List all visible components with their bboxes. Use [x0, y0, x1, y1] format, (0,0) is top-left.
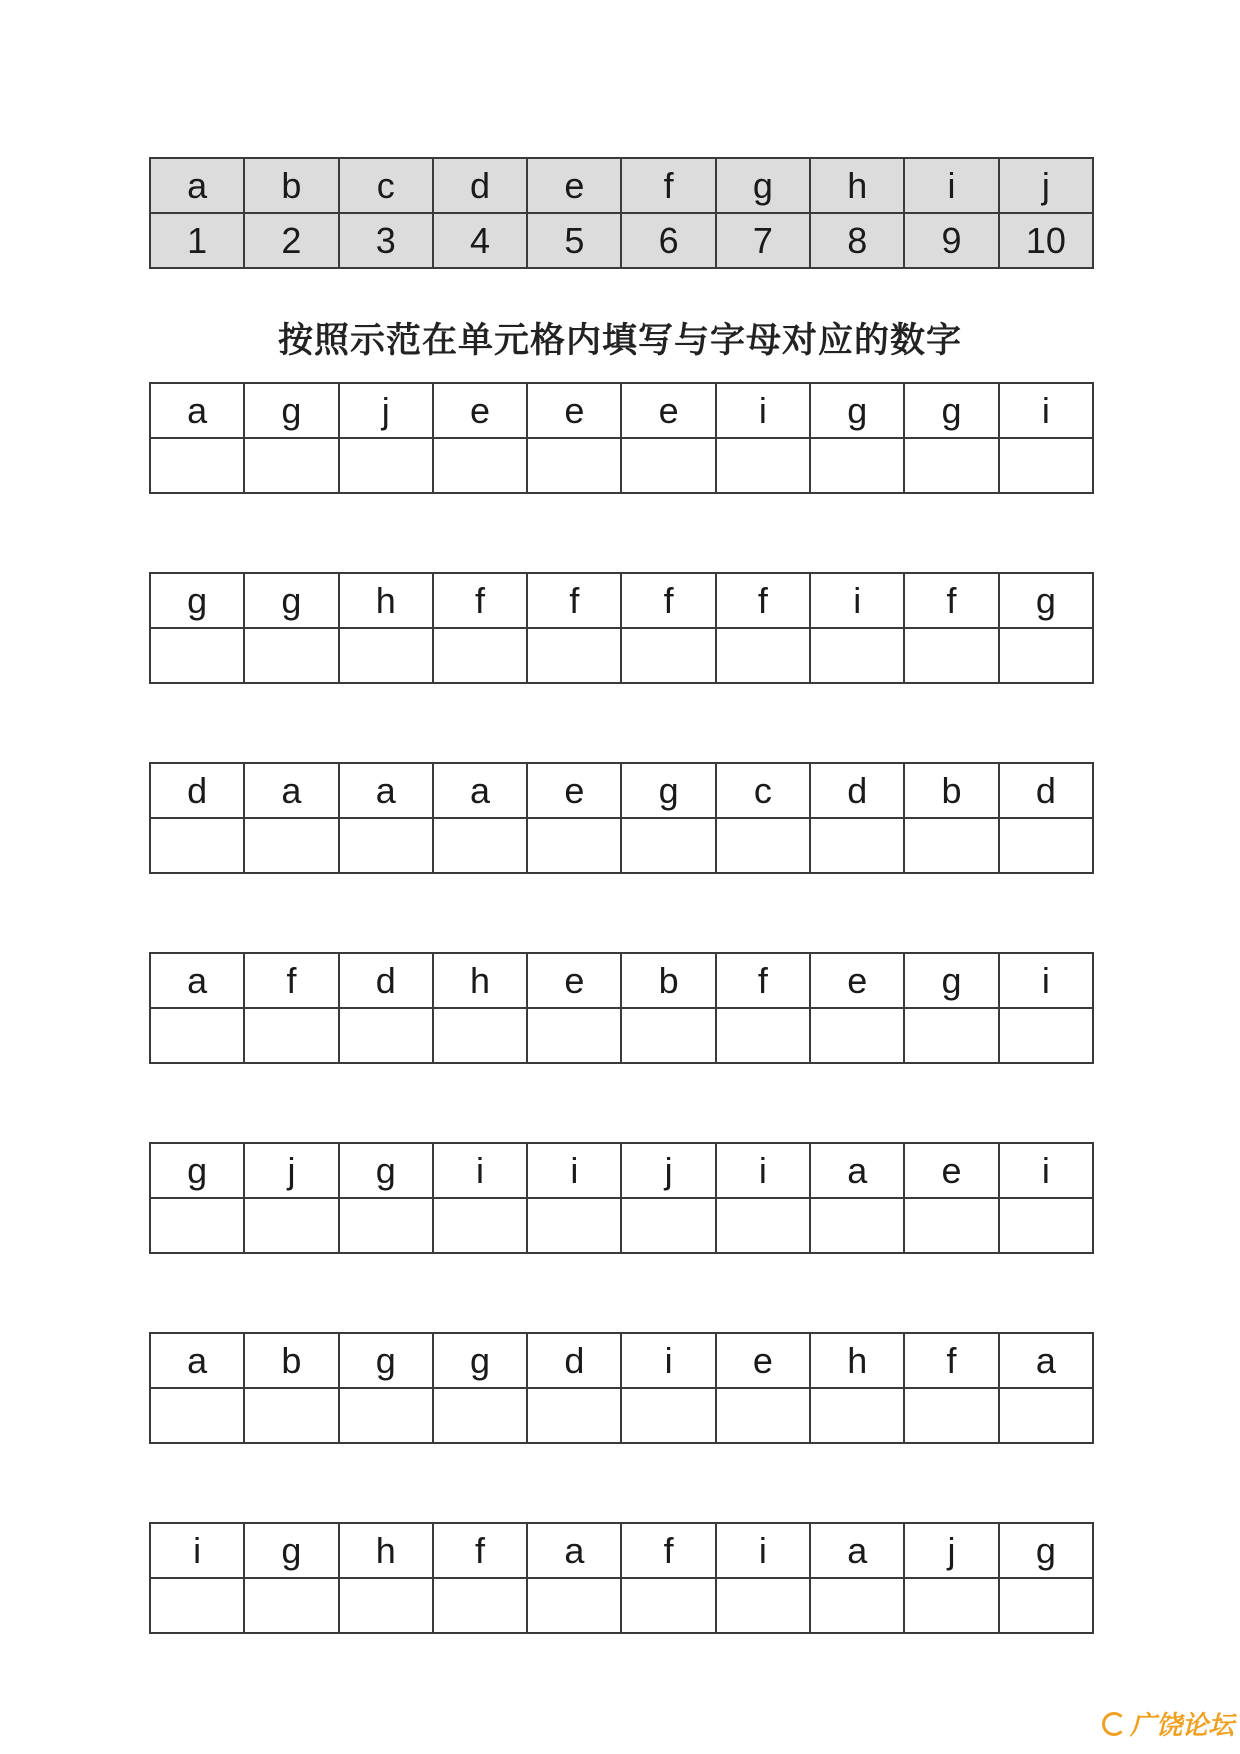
answer-cell[interactable]: [810, 438, 904, 493]
answer-cell[interactable]: [244, 1008, 338, 1063]
exercise-letter-cell: f: [904, 1333, 998, 1388]
exercise-letter-cell: i: [716, 383, 810, 438]
key-number-cell: 5: [527, 213, 621, 268]
key-letter-cell: g: [716, 158, 810, 213]
exercise-letter-cell: e: [904, 1143, 998, 1198]
exercise-letter-cell: a: [433, 763, 527, 818]
exercise-table: [149, 1332, 1094, 1444]
answer-cell[interactable]: [621, 818, 715, 873]
exercise-letter-cell: e: [716, 1333, 810, 1388]
key-number-cell: 10: [999, 213, 1093, 268]
answer-cell[interactable]: [433, 818, 527, 873]
answer-cell[interactable]: [621, 438, 715, 493]
answer-cell[interactable]: [810, 1008, 904, 1063]
exercise-letter-cell: f: [433, 573, 527, 628]
exercise-letter-cell: g: [150, 573, 244, 628]
answer-cell[interactable]: [433, 628, 527, 683]
exercise-letter-cell: f: [621, 1523, 715, 1578]
answer-cell[interactable]: [150, 628, 244, 683]
watermark-text: 广饶论坛: [1129, 1711, 1234, 1741]
exercise-letter-cell: h: [339, 1523, 433, 1578]
answer-cell[interactable]: [904, 1198, 998, 1253]
answer-cell[interactable]: [904, 628, 998, 683]
exercise-letter-cell: a: [999, 1333, 1093, 1388]
key-number-cell: 3: [339, 213, 433, 268]
exercise-table: [149, 382, 1094, 494]
answer-cell[interactable]: [433, 1388, 527, 1443]
exercise-letter-cell: a: [150, 1333, 244, 1388]
answer-cell[interactable]: [527, 1578, 621, 1633]
key-number-row: [150, 213, 1093, 268]
answer-cell[interactable]: [150, 438, 244, 493]
answer-cell[interactable]: [621, 1578, 715, 1633]
exercise-letter-cell: i: [716, 1523, 810, 1578]
answer-cell[interactable]: [244, 1578, 338, 1633]
exercise-letter-cell: a: [810, 1143, 904, 1198]
answer-cell[interactable]: [621, 628, 715, 683]
answer-cell[interactable]: [339, 1008, 433, 1063]
answer-cell[interactable]: [716, 438, 810, 493]
answer-cell[interactable]: [999, 438, 1093, 493]
answer-cell[interactable]: [810, 628, 904, 683]
exercise-answer-row: [150, 438, 1093, 493]
answer-cell[interactable]: [527, 628, 621, 683]
answer-cell[interactable]: [999, 1578, 1093, 1633]
answer-cell[interactable]: [904, 1578, 998, 1633]
exercise-letter-cell: g: [433, 1333, 527, 1388]
exercise-letter-cell: g: [244, 383, 338, 438]
answer-cell[interactable]: [527, 1388, 621, 1443]
key-letter-cell: c: [339, 158, 433, 213]
exercise-answer-row: [150, 1388, 1093, 1443]
exercise-letter-cell: i: [150, 1523, 244, 1578]
exercise-letter-cell: f: [904, 573, 998, 628]
key-number-cell: 9: [904, 213, 998, 268]
answer-cell[interactable]: [999, 818, 1093, 873]
exercise-table: [149, 952, 1094, 1064]
answer-cell[interactable]: [433, 1008, 527, 1063]
exercise-letter-cell: f: [621, 573, 715, 628]
exercise-table: [149, 572, 1094, 684]
answer-cell[interactable]: [527, 818, 621, 873]
exercise-letter-cell: d: [339, 953, 433, 1008]
answer-cell[interactable]: [244, 438, 338, 493]
key-letter-cell: f: [621, 158, 715, 213]
exercise-letter-cell: g: [999, 1523, 1093, 1578]
exercise-letter-cell: h: [433, 953, 527, 1008]
key-number-cell: 1: [150, 213, 244, 268]
answer-cell[interactable]: [999, 1008, 1093, 1063]
exercise-letter-cell: a: [339, 763, 433, 818]
exercise-letter-cell: f: [527, 573, 621, 628]
answer-cell[interactable]: [810, 1198, 904, 1253]
exercise-letter-cell: i: [810, 573, 904, 628]
key-letter-row: [150, 158, 1093, 213]
exercise-letter-row: [150, 1523, 1093, 1578]
key-number-cell: 6: [621, 213, 715, 268]
answer-cell[interactable]: [527, 1008, 621, 1063]
exercise-letter-cell: b: [904, 763, 998, 818]
answer-cell[interactable]: [999, 628, 1093, 683]
answer-cell[interactable]: [433, 1198, 527, 1253]
exercise-letter-cell: e: [527, 383, 621, 438]
exercise-letter-cell: b: [244, 1333, 338, 1388]
exercise-letter-cell: d: [527, 1333, 621, 1388]
exercise-letter-row: [150, 953, 1093, 1008]
exercise-letter-cell: i: [716, 1143, 810, 1198]
exercise-table: [149, 1522, 1094, 1634]
exercise-answer-row: [150, 1008, 1093, 1063]
exercise-letter-cell: e: [433, 383, 527, 438]
exercise-letter-cell: e: [810, 953, 904, 1008]
exercise-letter-cell: g: [810, 383, 904, 438]
exercise-letter-cell: a: [527, 1523, 621, 1578]
answer-cell[interactable]: [339, 1388, 433, 1443]
exercise-letter-row: [150, 1333, 1093, 1388]
key-letter-cell: a: [150, 158, 244, 213]
exercise-letter-row: [150, 763, 1093, 818]
answer-cell[interactable]: [904, 818, 998, 873]
exercise-letter-cell: a: [244, 763, 338, 818]
exercise-table: [149, 1142, 1094, 1254]
exercise-letter-cell: g: [244, 573, 338, 628]
exercise-letter-cell: f: [716, 953, 810, 1008]
exercise-letter-cell: g: [621, 763, 715, 818]
exercise-answer-row: [150, 818, 1093, 873]
answer-cell[interactable]: [339, 818, 433, 873]
answer-cell[interactable]: [904, 438, 998, 493]
answer-cell[interactable]: [999, 1388, 1093, 1443]
answer-cell[interactable]: [810, 1388, 904, 1443]
answer-cell[interactable]: [150, 1008, 244, 1063]
answer-cell[interactable]: [621, 1388, 715, 1443]
answer-cell[interactable]: [244, 818, 338, 873]
exercise-letter-cell: f: [433, 1523, 527, 1578]
exercise-answer-row: [150, 1578, 1093, 1633]
exercise-letter-cell: j: [339, 383, 433, 438]
exercise-letter-cell: g: [339, 1143, 433, 1198]
answer-cell[interactable]: [244, 1388, 338, 1443]
answer-cell[interactable]: [244, 1198, 338, 1253]
key-letter-cell: e: [527, 158, 621, 213]
exercise-letter-cell: f: [244, 953, 338, 1008]
key-letter-cell: d: [433, 158, 527, 213]
exercise-letter-cell: d: [810, 763, 904, 818]
exercise-letter-cell: a: [150, 383, 244, 438]
answer-cell[interactable]: [810, 1578, 904, 1633]
exercise-letter-cell: a: [810, 1523, 904, 1578]
key-number-cell: 4: [433, 213, 527, 268]
exercise-letter-cell: g: [904, 953, 998, 1008]
exercise-letter-cell: g: [339, 1333, 433, 1388]
exercise-letter-cell: a: [150, 953, 244, 1008]
exercise-letter-cell: d: [150, 763, 244, 818]
key-table: [149, 157, 1094, 269]
exercise-letter-cell: b: [621, 953, 715, 1008]
exercise-letter-cell: c: [716, 763, 810, 818]
key-letter-cell: i: [904, 158, 998, 213]
answer-cell[interactable]: [339, 1198, 433, 1253]
exercise-letter-cell: h: [339, 573, 433, 628]
exercise-letter-cell: i: [433, 1143, 527, 1198]
answer-cell[interactable]: [150, 818, 244, 873]
exercise-letter-cell: f: [716, 573, 810, 628]
answer-cell[interactable]: [716, 1388, 810, 1443]
answer-cell[interactable]: [904, 1388, 998, 1443]
answer-cell[interactable]: [999, 1198, 1093, 1253]
exercise-answer-row: [150, 1198, 1093, 1253]
exercise-letter-cell: i: [999, 1143, 1093, 1198]
exercise-letter-row: [150, 1143, 1093, 1198]
key-number-cell: 7: [716, 213, 810, 268]
exercise-letter-cell: j: [244, 1143, 338, 1198]
answer-cell[interactable]: [527, 438, 621, 493]
exercise-letter-cell: i: [999, 383, 1093, 438]
exercise-letter-cell: e: [621, 383, 715, 438]
exercise-table: [149, 762, 1094, 874]
watermark-logo: [1102, 1705, 1234, 1742]
exercise-letter-cell: g: [150, 1143, 244, 1198]
answer-cell[interactable]: [339, 438, 433, 493]
answer-cell[interactable]: [150, 1198, 244, 1253]
exercise-letter-cell: i: [527, 1143, 621, 1198]
exercise-letter-row: [150, 573, 1093, 628]
exercise-letter-cell: i: [621, 1333, 715, 1388]
answer-cell[interactable]: [433, 1578, 527, 1633]
key-letter-cell: j: [999, 158, 1093, 213]
exercise-answer-row: [150, 628, 1093, 683]
answer-cell[interactable]: [339, 1578, 433, 1633]
answer-cell[interactable]: [716, 628, 810, 683]
exercise-letter-cell: e: [527, 763, 621, 818]
answer-cell[interactable]: [621, 1198, 715, 1253]
exercise-letter-cell: i: [999, 953, 1093, 1008]
exercise-letter-cell: g: [244, 1523, 338, 1578]
exercise-letter-cell: e: [527, 953, 621, 1008]
answer-cell[interactable]: [716, 1198, 810, 1253]
exercise-letter-cell: j: [904, 1523, 998, 1578]
answer-cell[interactable]: [904, 1008, 998, 1063]
key-letter-cell: h: [810, 158, 904, 213]
key-number-cell: 8: [810, 213, 904, 268]
exercise-letter-cell: g: [999, 573, 1093, 628]
answer-cell[interactable]: [150, 1578, 244, 1633]
instruction-heading: 按照示范在单元格内填写与字母对应的数字: [277, 321, 962, 361]
answer-cell[interactable]: [716, 1008, 810, 1063]
exercise-letter-cell: d: [999, 763, 1093, 818]
exercise-letter-row: [150, 383, 1093, 438]
exercise-letter-cell: g: [904, 383, 998, 438]
answer-cell[interactable]: [244, 628, 338, 683]
answer-cell[interactable]: [339, 628, 433, 683]
answer-cell[interactable]: [433, 438, 527, 493]
key-letter-cell: b: [244, 158, 338, 213]
exercise-letter-cell: h: [810, 1333, 904, 1388]
key-number-cell: 2: [244, 213, 338, 268]
answer-cell[interactable]: [716, 818, 810, 873]
answer-cell[interactable]: [527, 1198, 621, 1253]
answer-cell[interactable]: [716, 1578, 810, 1633]
answer-cell[interactable]: [810, 818, 904, 873]
watermark-ring-icon: [1102, 1712, 1126, 1736]
answer-cell[interactable]: [150, 1388, 244, 1443]
exercise-letter-cell: j: [621, 1143, 715, 1198]
answer-cell[interactable]: [621, 1008, 715, 1063]
